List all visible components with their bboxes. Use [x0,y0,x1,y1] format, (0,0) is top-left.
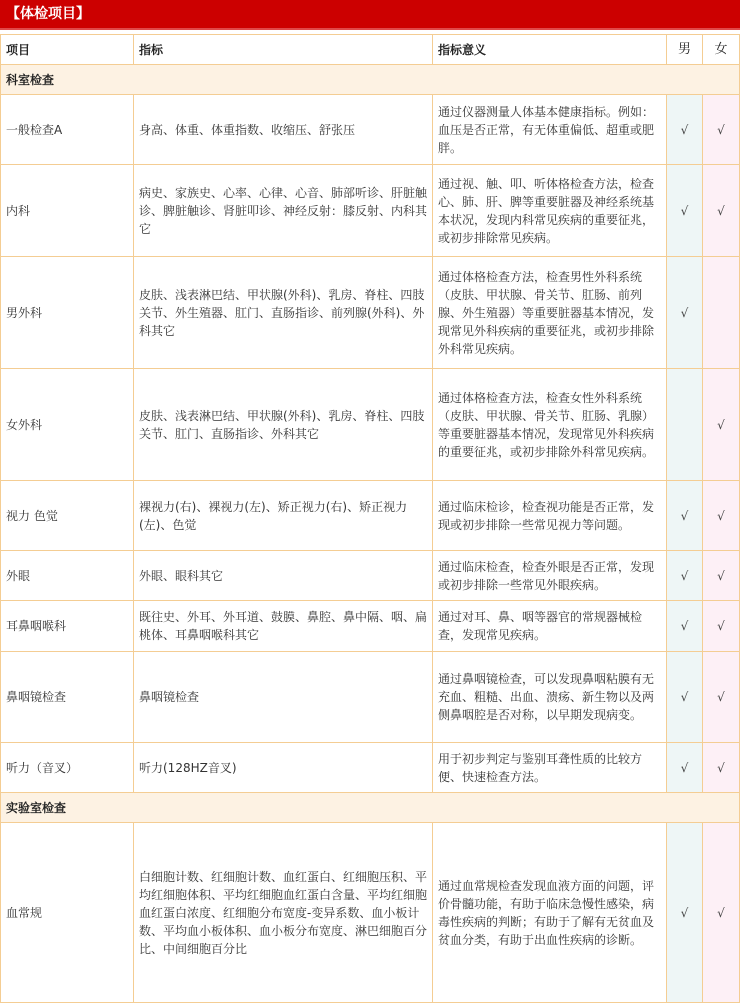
male-check-cell: √ [667,95,703,165]
female-check-cell: √ [703,823,740,1003]
item-cell: 内科 [1,165,134,257]
male-check-cell: √ [667,601,703,652]
indicator-cell: 既往史、外耳、外耳道、鼓膜、鼻腔、鼻中隔、咽、扁桃体、耳鼻咽喉科其它 [134,601,433,652]
item-cell: 一般检查A [1,95,134,165]
meaning-cell: 通过体格检查方法，检查女性外科系统（皮肤、甲状腺、骨关节、肛肠、乳腺）等重要脏器基本情况，发现常见外科疾病的重要征兆，或初步排除外科常见疾病。 [433,369,667,481]
indicator-cell: 皮肤、浅表淋巴结、甲状腺(外科)、乳房、脊柱、四肢关节、肛门、直肠指诊、外科其它 [134,369,433,481]
item-cell: 女外科 [1,369,134,481]
male-check-cell: √ [667,743,703,793]
section-title: 实验室检查 [1,793,740,823]
female-check-cell: √ [703,165,740,257]
meaning-cell: 通过临床检查，检查外眼是否正常，发现或初步排除一些常见外眼疾病。 [433,551,667,601]
meaning-cell: 用于初步判定与鉴别耳聋性质的比较方便、快速检查方法。 [433,743,667,793]
table-row [1,257,740,369]
indicator-cell: 鼻咽镜检查 [134,652,433,743]
female-check-cell: √ [703,481,740,551]
male-check-cell [667,369,703,481]
male-check-cell: √ [667,551,703,601]
table-header-row [1,35,740,65]
male-check-cell: √ [667,257,703,369]
female-check-cell: √ [703,369,740,481]
item-cell: 血常规 [1,823,134,1003]
meaning-cell: 通过血常规检查发现血液方面的问题，评价骨髓功能，有助于临床急慢性感染，病毒性疾病的判断；有助于了解有无贫血及贫血分类，有助于出血性疾病的诊断。 [433,823,667,1003]
header-item: 项目 [1,35,134,65]
female-check-cell: √ [703,551,740,601]
table-row [1,743,740,793]
item-cell: 听力（音叉） [1,743,134,793]
section-title: 科室检查 [1,65,740,95]
header-male: 男 [667,35,703,65]
meaning-cell: 通过视、触、叩、听体格检查方法，检查心、肺、肝、脾等重要脏器及神经系统基本状况，发现内科常见疾病的重要征兆，或初步排除常见疾病。 [433,165,667,257]
item-cell: 视力 色觉 [1,481,134,551]
female-check-cell: √ [703,652,740,743]
page-title: 【体检项目】 [0,0,740,30]
table-row [1,481,740,551]
item-cell: 鼻咽镜检查 [1,652,134,743]
header-female: 女 [703,35,740,65]
meaning-cell: 通过鼻咽镜检查，可以发现鼻咽粘膜有无充血、粗糙、出血、溃疡、新生物以及两侧鼻咽腔是否对称，以早期发现病变。 [433,652,667,743]
female-check-cell: √ [703,95,740,165]
male-check-cell: √ [667,165,703,257]
table-row [1,165,740,257]
indicator-cell: 身高、体重、体重指数、收缩压、舒张压 [134,95,433,165]
meaning-cell: 通过仪器测量人体基本健康指标。例如：血压是否正常，有无体重偏低、超重或肥胖。 [433,95,667,165]
table-row [1,95,740,165]
item-cell: 耳鼻咽喉科 [1,601,134,652]
exam-items-table [0,34,740,1003]
indicator-cell: 白细胞计数、红细胞计数、血红蛋白、红细胞压积、平均红细胞体积、平均红细胞血红蛋白含量、平均红细胞血红蛋白浓度、红细胞分布宽度-变异系数、血小板计数、平均血小板体积、血小板分布宽度、淋巴细胞百分比、中间细胞百分比 [134,823,433,1003]
male-check-cell: √ [667,481,703,551]
meaning-cell: 通过对耳、鼻、咽等器官的常规器械检查，发现常见疾病。 [433,601,667,652]
header-meaning: 指标意义 [433,35,667,65]
indicator-cell: 皮肤、浅表淋巴结、甲状腺(外科)、乳房、脊柱、四肢关节、外生殖器、肛门、直肠指诊、前列腺(外科)、外科其它 [134,257,433,369]
table-row [1,823,740,1003]
meaning-cell: 通过临床检诊，检查视功能是否正常，发现或初步排除一些常见视力等问题。 [433,481,667,551]
section-row [1,65,740,95]
male-check-cell: √ [667,652,703,743]
male-check-cell: √ [667,823,703,1003]
table-row [1,601,740,652]
female-check-cell [703,257,740,369]
item-cell: 男外科 [1,257,134,369]
item-cell: 外眼 [1,551,134,601]
indicator-cell: 病史、家族史、心率、心律、心音、肺部听诊、肝脏触诊、脾脏触诊、肾脏叩诊、神经反射：膝反射、内科其它 [134,165,433,257]
header-indicator: 指标 [134,35,433,65]
meaning-cell: 通过体格检查方法，检查男性外科系统（皮肤、甲状腺、骨关节、肛肠、前列腺、外生殖器）等重要脏器基本情况，发现常见外科疾病的重要征兆，或初步排除外科常见疾病。 [433,257,667,369]
indicator-cell: 外眼、眼科其它 [134,551,433,601]
female-check-cell: √ [703,743,740,793]
female-check-cell: √ [703,601,740,652]
table-row [1,652,740,743]
table-row [1,551,740,601]
table-row [1,369,740,481]
indicator-cell: 听力(128HZ音叉) [134,743,433,793]
section-row [1,793,740,823]
indicator-cell: 裸视力(右)、裸视力(左)、矫正视力(右)、矫正视力(左)、色觉 [134,481,433,551]
